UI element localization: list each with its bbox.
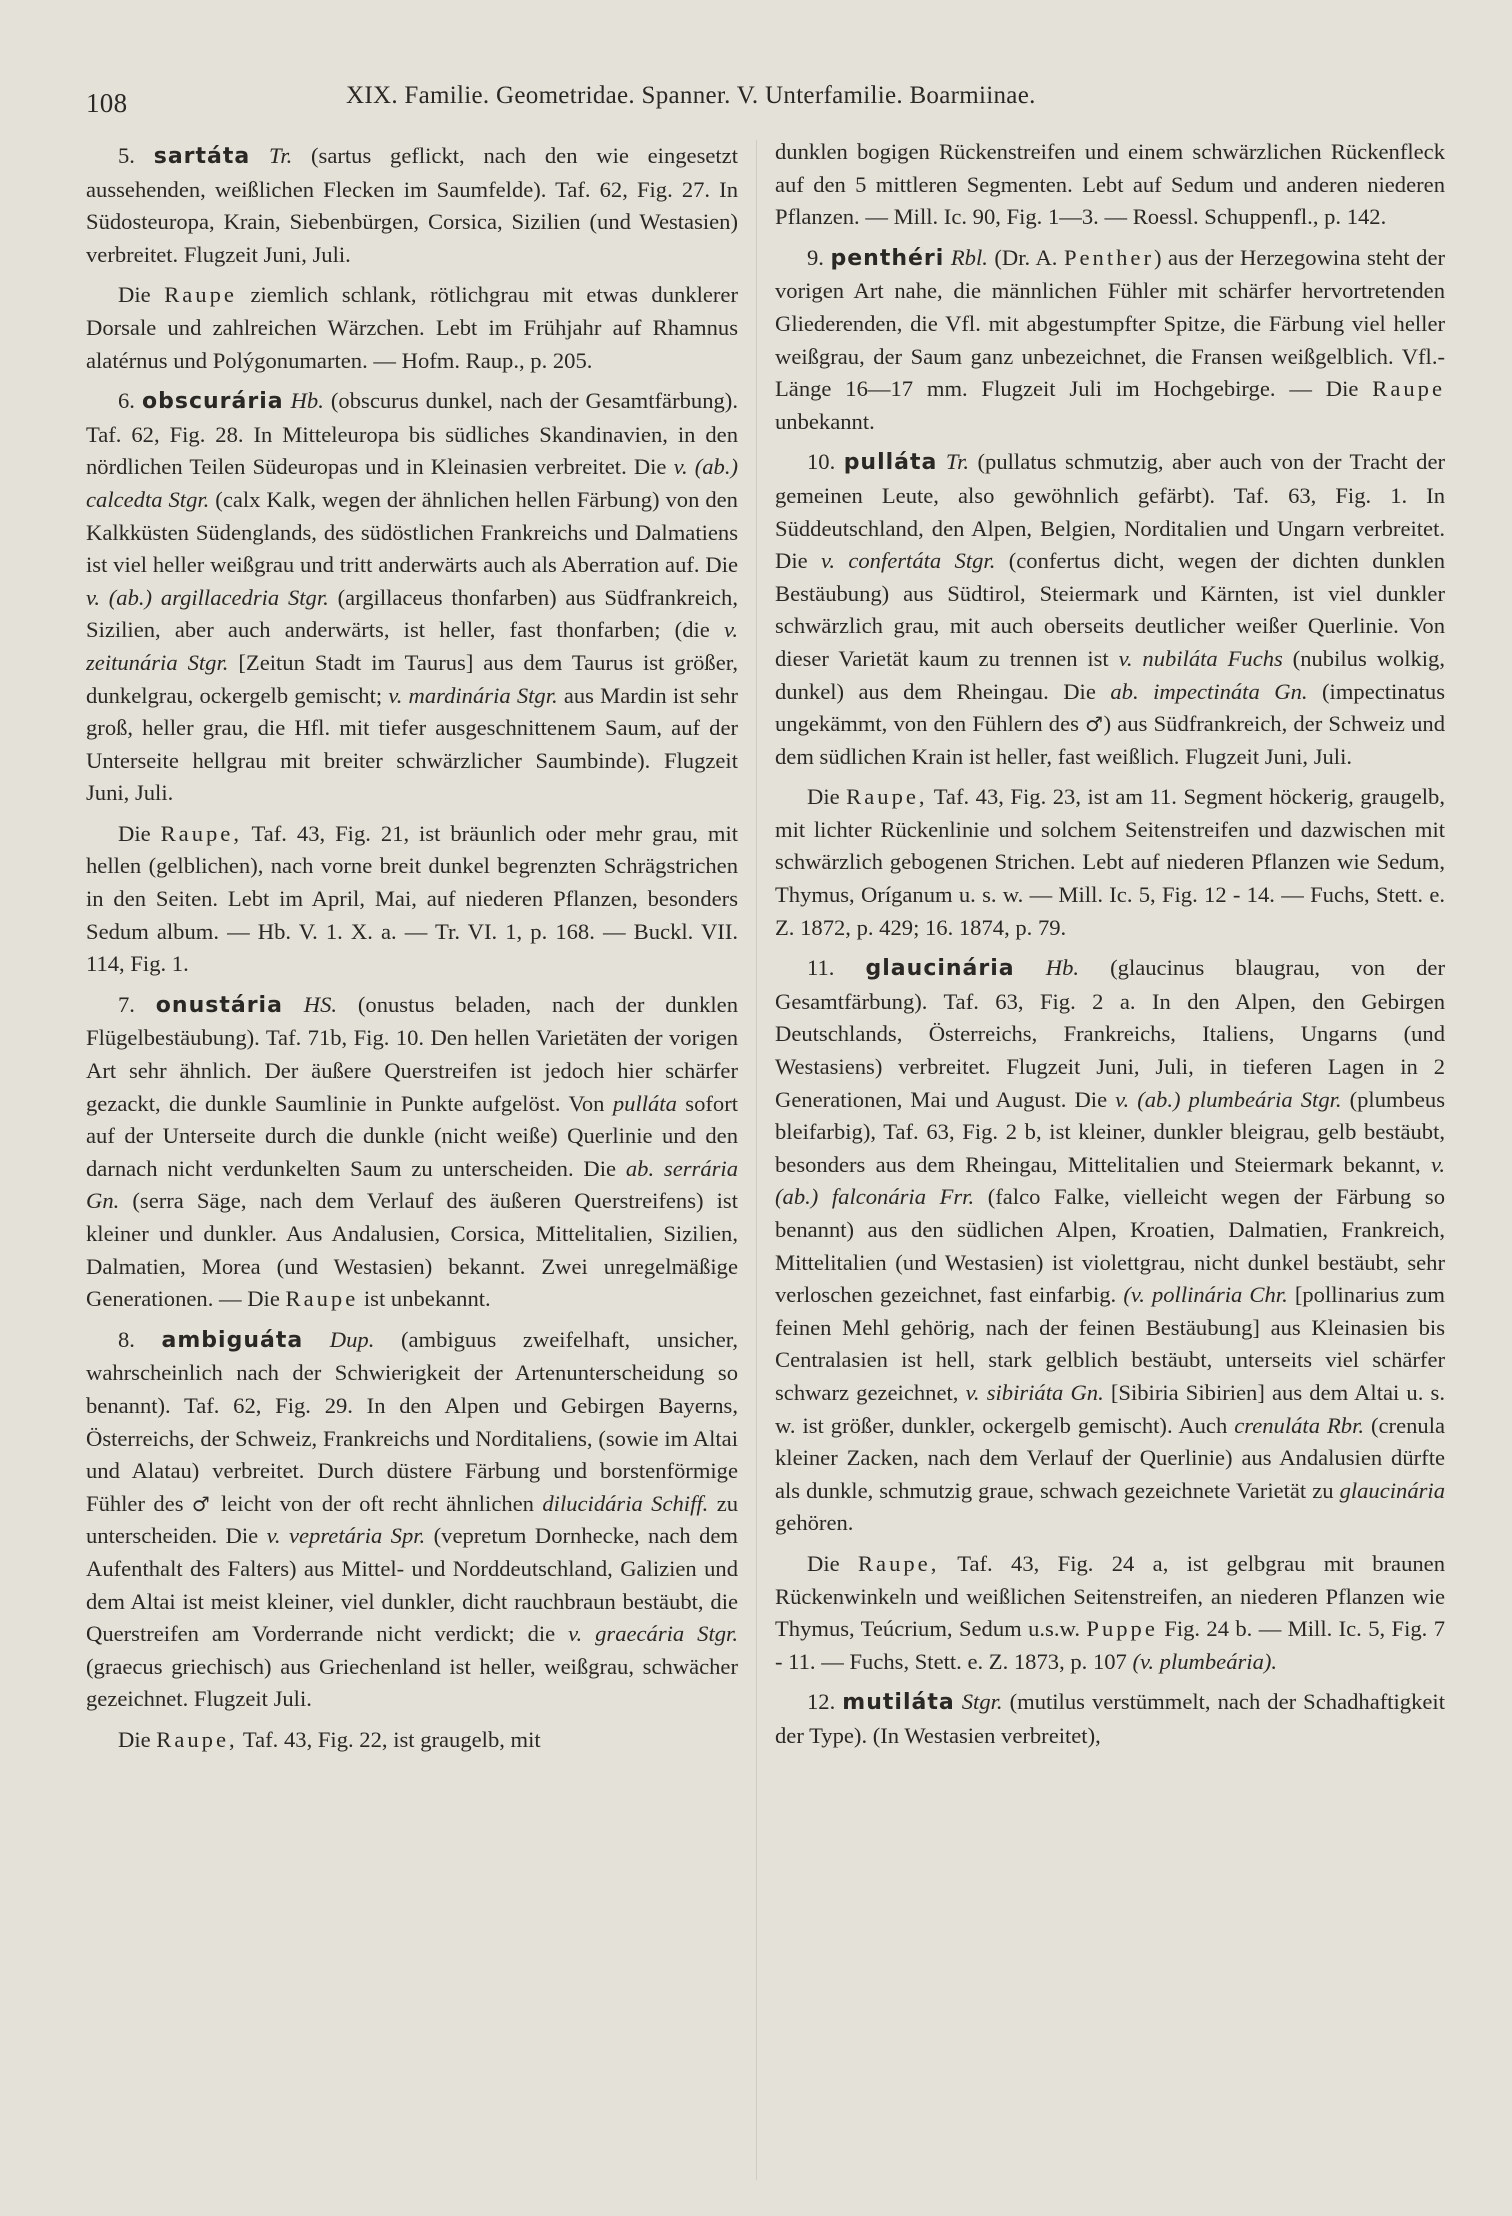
entry-text: (falco Falke, vielleicht wegen der Färbung so benannt) aus den südlichen Alpen, Kroatien, Dalmatien, Frankreich, Mittelitalien (und Westasien) ist violettgrau, nicht dunkel bestäubt, sehr verloschen gezeichnet, fast einfarbig.: [775, 1184, 1445, 1308]
text: Die: [807, 1550, 840, 1576]
variety-name: v. vepretária Spr.: [266, 1523, 426, 1549]
page-number: 108: [86, 88, 128, 118]
entry-number: 8.: [118, 1326, 135, 1352]
larva-text: Taf. 43, Fig. 23, ist am 11. Segment höckerig, graugelb, mit lichter Rückenlinie und solchem Seitenstreifen und dazwischen mit schwärzlich gebogenen Strichen. Lebt auf niederen Pflanzen wie Sedum, Thymus, Oríganum u. s. w. — Mill. Ic. 5, Fig. 12 - 14. — Fuchs, Stett. e. Z. 1872, p. 429; 16. 1874, p. 79.: [775, 784, 1445, 940]
variety-name: v. nubiláta Fuchs: [1118, 645, 1283, 671]
right-column: [775, 136, 1445, 2176]
entry-text: [Sibiria Sibirien] aus dem Altai u. s. w. ist größer, dunkler, ockergelb gemischt). Auch: [775, 1379, 1445, 1438]
column-divider: [756, 140, 757, 2180]
entry-glaucinaria: [775, 952, 1445, 1540]
species-author: Dup.: [329, 1326, 375, 1352]
entry-glaucinaria-larva: [775, 1548, 1445, 1678]
entry-pentheri: [775, 242, 1445, 439]
text: Die: [118, 282, 151, 308]
entry-obscuraria: [86, 385, 738, 810]
entry-sartata: [86, 140, 738, 271]
entry-onustaria: [86, 989, 738, 1316]
species-name: mutiláta: [842, 1690, 955, 1716]
entry-text: (confertus dicht, wegen der dichten dunklen Bestäubung) aus Südtirol, Steiermark und Kärnten, ist viel dunkler schwärzlich grau, mit auch oberseits deutlicher weißer Querlinie. Von dieser Varietät kaum zu trennen ist: [775, 548, 1445, 671]
variety-name: v. sibiriáta Gn.: [965, 1379, 1104, 1405]
larva-keyword: Raupe: [164, 282, 237, 308]
larva-keyword: Raupe,: [846, 784, 928, 810]
entry-number: 11.: [807, 955, 835, 981]
variety-name: v. confertáta Stgr.: [820, 548, 996, 574]
larva-text: Taf. 43, Fig. 24 a, ist gelbgrau mit braunen Rückenwinkeln und weißlichen Seitenstreifen, an niederen Pflanzen wie Thymus, Teúcrium, Sedum u.s.w.: [775, 1550, 1445, 1642]
species-name: pulláta: [843, 450, 938, 476]
larva-keyword: Raupe: [1372, 376, 1445, 402]
entry-text: (glaucinus blaugrau, von der Gesamtfärbung). Taf. 63, Fig. 2 a. In den Alpen, den Gebirgen Deutschlands, Österreichs, Frankreichs, Italiens, Ungarns (und Westasiens) verbreitet. Flugzeit Juni, Juli, in tieferen Lagen in 2 Generationen, Mai und August. Die: [775, 955, 1445, 1112]
entry-text: (obscurus dunkel, nach der Gesamtfärbung). Taf. 62, Fig. 28. In Mitteleuropa bis südliches Skandinavien, in den nördlichen Teilen Südeuropas und in Kleinasien verbreitet. Die: [86, 388, 738, 480]
larva-keyword: Raupe,: [156, 1726, 238, 1752]
male-symbol-icon: ♂: [1085, 712, 1104, 737]
text: Die: [807, 784, 840, 810]
entry-ambiguata-larva: [86, 1724, 738, 1757]
entry-number: 6.: [118, 388, 135, 414]
species-name: ambiguáta: [161, 1327, 304, 1353]
entry-text: (plumbeus bleifarbig), Taf. 63, Fig. 2 b, ist kleiner, dunkler bleigrau, gelb bestäubt, besonders aus dem Rheingau, Mittelitalien und Steiermark bekannt,: [775, 1086, 1445, 1177]
entry-text: (vepretum Dornhecke, nach dem Aufenthalt des Falters) aus Mittel- und Norddeutschland, Galizien und dem Altai ist meist kleiner, viel dunkler, dicht rauchbraun bestäubt, die Querstreifen am Vorderrande nicht verdickt; die: [86, 1523, 738, 1647]
entry-text: (calx Kalk, wegen der ähnlichen hellen Färbung) von den Kalkküsten Südenglands, des südöstlichen Frankreichs und Dalmatiens ist viel heller weißgrau und tritt anderwärts auch als Aberration auf. Die: [86, 486, 738, 578]
entry-text: sofort auf der Unterseite durch die dunkle (nicht weiße) Querlinie und den darnach nicht verdunkelten Saum zu unterscheiden. Die: [86, 1090, 738, 1181]
species-author: Tr.: [945, 449, 970, 475]
species-name: onustária: [155, 992, 283, 1018]
variety-name: (v. plumbeária).: [1132, 1648, 1278, 1674]
species-name: penthéri: [830, 245, 945, 271]
person-name: Penther: [1063, 244, 1154, 270]
entry-text: leicht von der oft recht ähnlichen: [221, 1490, 534, 1516]
entry-number: 9.: [807, 244, 824, 270]
larva-text: Taf. 43, Fig. 21, ist bräunlich oder mehr grau, mit hellen (gelblichen), nach vorne breit dunkel begrenzten Schrägstrichen in den Seiten. Lebt im April, Mai, auf niederen Pflanzen, besonders Sedum album. — Hb. V. 1. X. a. — Tr. VI. 1, p. 168. — Buckl. VII. 114, Fig. 1.: [86, 820, 738, 977]
entry-text: (Dr. A.: [994, 244, 1058, 270]
variety-name: (v. pollinária Chr.: [1123, 1282, 1288, 1308]
species-author: HS.: [303, 991, 338, 1017]
entry-text: (mutilus verstümmelt, nach der Schadhaftigkeit der Type). (In Westasien verbreitet),: [775, 1689, 1445, 1748]
aberration-name: ab. serrária Gn.: [86, 1155, 738, 1214]
entry-text: (graecus griechisch) aus Griechenland ist heller, weißgrau, schwächer gezeichnet. Flugzeit Juli.: [86, 1653, 738, 1712]
species-name: obscurária: [141, 389, 284, 415]
variety-name: v. (ab.) falconária Frr.: [775, 1151, 1445, 1210]
text: Die: [118, 820, 151, 846]
pupa-keyword: Puppe: [1086, 1616, 1158, 1642]
entry-text: ist unbekannt.: [363, 1286, 491, 1312]
entry-text: (onustus beladen, nach der dunklen Flügelbestäubung). Taf. 71b, Fig. 10. Den hellen Varietäten der vorigen Art sehr ähnlich. Der äußere Querstreifen ist jedoch hier schärfer gezackt, die dunkle Saumlinie in Punkte aufgelöst. Von: [86, 991, 738, 1116]
species-reference: dilucidária Schiff.: [542, 1490, 709, 1516]
entry-text: unbekannt.: [775, 408, 875, 434]
larva-keyword: Raupe,: [857, 1550, 940, 1576]
species-author: Tr.: [269, 143, 293, 168]
variety-name: v. mardinária Stgr.: [388, 682, 558, 708]
running-title: XIX. Familie. Geometridae. Spanner. V. Unterfamilie. Boarmiinae.: [346, 82, 1036, 109]
variety-name: v. zeitunária Stgr.: [86, 617, 738, 675]
male-symbol-icon: ♂: [191, 1491, 213, 1516]
species-reference: pulláta: [612, 1090, 677, 1116]
variety-name: v. (ab.) argillacedria Stgr.: [86, 584, 329, 610]
entry-number: 5.: [118, 143, 135, 168]
larva-text: Taf. 43, Fig. 22, ist graugelb, mit: [242, 1726, 541, 1752]
page-header: [86, 80, 1386, 120]
entry-text: (ambiguus zweifelhaft, unsicher, wahrscheinlich nach der Schwierigkeit der Artenunterscheidung so benannt). Taf. 62, Fig. 29. In den Alpen und Gebirgen Bayerns, Österreichs, der Schweiz, Frankreichs und Norditaliens, (sowie im Altai und Alatau) verbreitet. Durch düstere Färbung und borstenförmige Fühler des: [86, 1326, 738, 1516]
entry-text: (nubilus wolkig, dunkel) aus dem Rheingau. Die: [775, 645, 1445, 704]
entry-text: (pullatus schmutzig, aber auch von der Tracht der gemeinen Leute, also gewöhnlich gefärbt). Taf. 63, Fig. 1. In Süddeutschland, den Alpen, Belgien, Norditalien und Ungarn verbreitet. Die: [775, 449, 1445, 574]
entry-text: [pollinarius zum feinen Mehl gehörig, nach der feinen Bestäubung] aus Kleinasien bis Centralasien ist hell, stark gelblich bestäubt, unterseits viel schärfer schwarz gezeichnet,: [775, 1282, 1445, 1405]
entry-text: (impectinatus ungekämmt, von den Fühlern des: [775, 678, 1445, 737]
entry-text: ) aus der Herzegowina steht der vorigen Art nahe, die männlichen Fühler mit schärfer hervortretenden Gliederenden, die Vfl. mit abgestumpfter Spitze, die Färbung viel heller weißgrau, der Saum ganz unbezeichnet, die Fransen weißgelblich. Vfl.-Länge 16—17 mm. Flugzeit Juli im Hochgebirge. — Die: [775, 244, 1445, 402]
entry-text: ) aus Südfrankreich, der Schweiz und dem südlichen Krain ist heller, fast weißlich. Flugzeit Juni, Juli.: [775, 711, 1445, 769]
entry-text: aus Mardin ist sehr groß, heller grau, die Hfl. mit tiefer ausgeschnittenem Saum, auf der Unterseite hellgrau mit breiter schwärzlicher Saumbinde). Flugzeit Juni, Juli.: [86, 682, 738, 806]
species-author: Hb.: [290, 388, 324, 414]
entry-text: (serra Säge, nach dem Verlauf des äußeren Querstreifens) ist kleiner und dunkler. Aus Andalusien, Corsica, Mittelitalien, Sizilien, Dalmatien, Morea (und Westasien) bekannt. Zwei unregelmäßige Generationen. — Die: [86, 1188, 738, 1312]
entry-number: 7.: [118, 991, 135, 1017]
left-column: [86, 140, 738, 2180]
variety-name: crenuláta Rbr.: [1234, 1412, 1365, 1438]
species-name: sartáta: [153, 144, 251, 169]
aberration-name: ab. impectináta Gn.: [1110, 678, 1308, 704]
species-author: Hb.: [1045, 955, 1080, 981]
entry-number: 10.: [807, 449, 836, 475]
species-name: glaucinária: [865, 956, 1015, 982]
entry-text: (crenula kleiner Zacken, nach dem Verlauf der Querlinie) aus Andalusien dürfte als dunkle, schmutzig graue, schwach gezeichnete Varietät zu: [775, 1412, 1445, 1503]
entry-pullata-larva: [775, 781, 1445, 944]
variety-name: v. graecária Stgr.: [568, 1621, 738, 1647]
entry-pullata: [775, 446, 1445, 773]
text: Die: [118, 1726, 151, 1752]
species-author: Rbl.: [950, 244, 988, 270]
entry-obscuraria-larva: [86, 818, 738, 981]
variety-name: v. (ab.) calcedta Stgr.: [86, 454, 738, 512]
entry-number: 12.: [807, 1689, 836, 1715]
variety-name: v. (ab.) plumbeária Stgr.: [1115, 1086, 1342, 1112]
entry-text: [Zeitun Stadt im Taurus] aus dem Taurus ist größer, dunkelgrau, ockergelb gemischt;: [86, 649, 738, 708]
larva-keyword: Raupe,: [160, 820, 242, 846]
entry-ambiguata: [86, 1324, 738, 1716]
pupa-text: Fig. 24 b. — Mill. Ic. 5, Fig. 7 - 11. — Fuchs, Stett. e. Z. 1873, p. 107: [775, 1616, 1445, 1674]
entry-text: (sartus geflickt, nach den wie eingesetzt aussehenden, weißlichen Flecken im Saumfelde). Taf. 62, Fig. 27. In Südosteuropa, Krain, Siebenbürgen, Corsica, Sizilien (und Westasien) verbreitet. Flugzeit Juni, Juli.: [86, 143, 738, 267]
larva-keyword: Raupe: [285, 1286, 359, 1312]
entry-text: zu unterscheiden. Die: [86, 1490, 738, 1549]
entry-sartata-larva: [86, 279, 738, 377]
species-reference: glaucinária: [1339, 1477, 1445, 1503]
larva-text: ziemlich schlank, rötlichgrau mit etwas dunklerer Dorsale und zahlreichen Wärzchen. Lebt im Frühjahr auf Rhamnus alatérnus und Polýgonumarten. — Hofm. Raup., p. 205.: [86, 282, 738, 373]
entry-text: gehören.: [775, 1510, 854, 1536]
entry-ambiguata-larva-continued: dunklen bogigen Rückenstreifen und einem schwärzlichen Rückenfleck auf den 5 mittleren Segmenten. Lebt auf Sedum und anderen niederen Pflanzen. — Mill. Ic. 90, Fig. 1—3. — Roessl. Schuppenfl., p. 142.: [775, 139, 1445, 230]
entry-mutilata: [775, 1686, 1445, 1752]
entry-text: (argillaceus thonfarben) aus Südfrankreich, Sizilien, aber auch anderwärts, ist heller, fast thonfarben; (die: [86, 584, 738, 643]
species-author: Stgr.: [961, 1689, 1003, 1715]
